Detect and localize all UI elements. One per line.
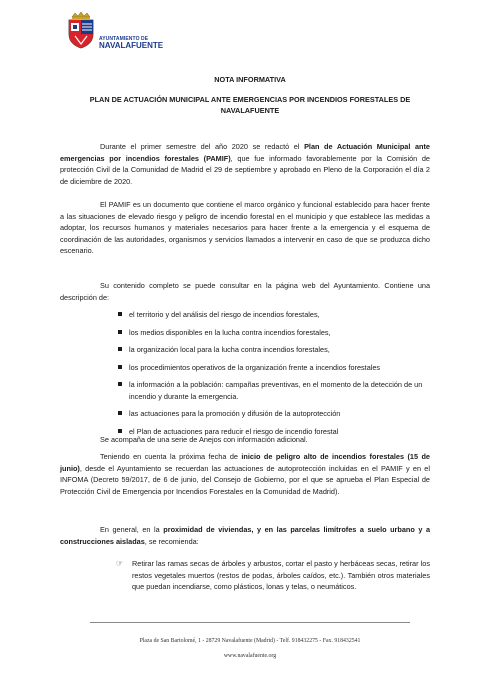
- list-item: la organización local para la lucha contra incendios forestales,: [118, 344, 430, 356]
- p1-text-a: Durante el primer semestre del año 2020 se redactó el: [100, 142, 305, 151]
- list-item: el Plan de actuaciones para reducir el riesgo de incendio forestal: [118, 426, 430, 438]
- paragraph-fire-season: Teniendo en cuenta la próxima fecha de inicio de peligro alto de incendios forestales (15 de junio), desde el Ayuntamiento se recuerdan las actuaciones de autoprotección incluidas en el PAMIF y en el INFOMA (Decreto 59/2017, de 6 de junio, del Consejo de Gobierno, por el que se aprueba el Plan Especial de Protección Civil de Emergencia por Incendios Forestales en la Comunidad de Madrid).: [60, 452, 430, 496]
- org-line1: AYUNTAMIENTO DE: [99, 36, 149, 42]
- paragraph-annexes: Se acompaña de una serie de Anejos con información adicional.: [100, 435, 308, 444]
- coat-of-arms-icon: [66, 10, 96, 50]
- org-name: NAVALAFUENTE: [99, 41, 164, 50]
- paragraph-recommendations-intro: En general, en la proximidad de viviendas, y en las parcelas limítrofes a suelo urbano y a construcciones aisladas, se recomienda:: [60, 525, 431, 546]
- bullet-icon: [118, 429, 122, 433]
- paragraph-pamif: El PAMIF es un documento que contiene el marco orgánico y funcional establecido para hacer frente a las situaciones de elevado riesgo y peligro de incendio forestal en el municipio y que establece las medidas a adoptar, los recursos humanos y materiales necesarios para hacer frente a la emergencia y el esquema de coordinación de las autoridades, organismos y servicios llamados a intervenir en caso de que se produzca dicho escenario.: [60, 200, 430, 255]
- urban-proximity-text: proximidad de viviendas, y en las parcelas limítrofes a suelo urbano y a construcciones aisladas: [60, 525, 431, 546]
- bullet-icon: [118, 382, 122, 386]
- list-item: la información a la población: campañas preventivas, en el momento de la detección de un incendio y durante la emergencia.: [118, 379, 430, 402]
- footer-website: www.navalafuente.org: [223, 653, 277, 659]
- pointing-hand-icon: ☞: [116, 559, 124, 568]
- bullet-icon: [118, 365, 122, 369]
- bullet-icon: [118, 330, 122, 334]
- fire-season-date: inicio de peligro alto de incendios forestales (15 de junio): [60, 452, 430, 473]
- footer-address: Plaza de San Bartolomé, 1 - 28729 Navalafuente (Madrid) - Telf. 918432275 - Fax. 918432541: [139, 638, 361, 644]
- municipal-logo: [66, 10, 163, 50]
- bullet-icon: [118, 347, 122, 351]
- recommendation-item: [116, 558, 430, 593]
- document-title: NOTA INFORMATIVA: [214, 75, 286, 84]
- list-item: los medios disponibles en la lucha contra incendios forestales,: [118, 327, 430, 339]
- paragraph-contents: Su contenido completo se puede consultar en la página web del Ayuntamiento. Contiene una descripción de:: [60, 281, 430, 302]
- bullet-icon: [118, 312, 122, 316]
- recommendation-text: Retirar las ramas secas de árboles y arbustos, cortar el pasto y herbáceas secas, retirar los restos vegetales muertos (restos de podas, árboles caídos, etc.). También otros materiales que puedan incendiarse, como plásticos, lonas y telas, o neumáticos.: [132, 559, 430, 591]
- bullet-icon: [118, 411, 122, 415]
- p1-text-c: , que fue informado favorablemente por la Comisión de protección Civil de la Comunidad de Madrid el 29 de septiembre y aprobado en Pleno de la Corporación el día 2 de diciembre de 2020.: [60, 153, 430, 186]
- list-item: los procedimientos operativos de la organización frente a incendios forestales: [118, 362, 430, 374]
- p1-plan-name: Plan de Actuación Municipal ante emergencias por incendios forestales (PAMIF): [60, 142, 430, 163]
- contents-list: [118, 309, 430, 437]
- list-item: el territorio y del análisis del riesgo de incendios forestales,: [118, 309, 430, 321]
- list-item: las actuaciones para la promoción y difusión de la autoprotección: [118, 408, 430, 420]
- footer-divider: [90, 622, 410, 623]
- paragraph-intro: [60, 141, 430, 187]
- document-subtitle: PLAN DE ACTUACIÓN MUNICIPAL ANTE EMERGENCIAS POR INCENDIOS FORESTALES DE NAVALAFUENTE: [89, 95, 411, 115]
